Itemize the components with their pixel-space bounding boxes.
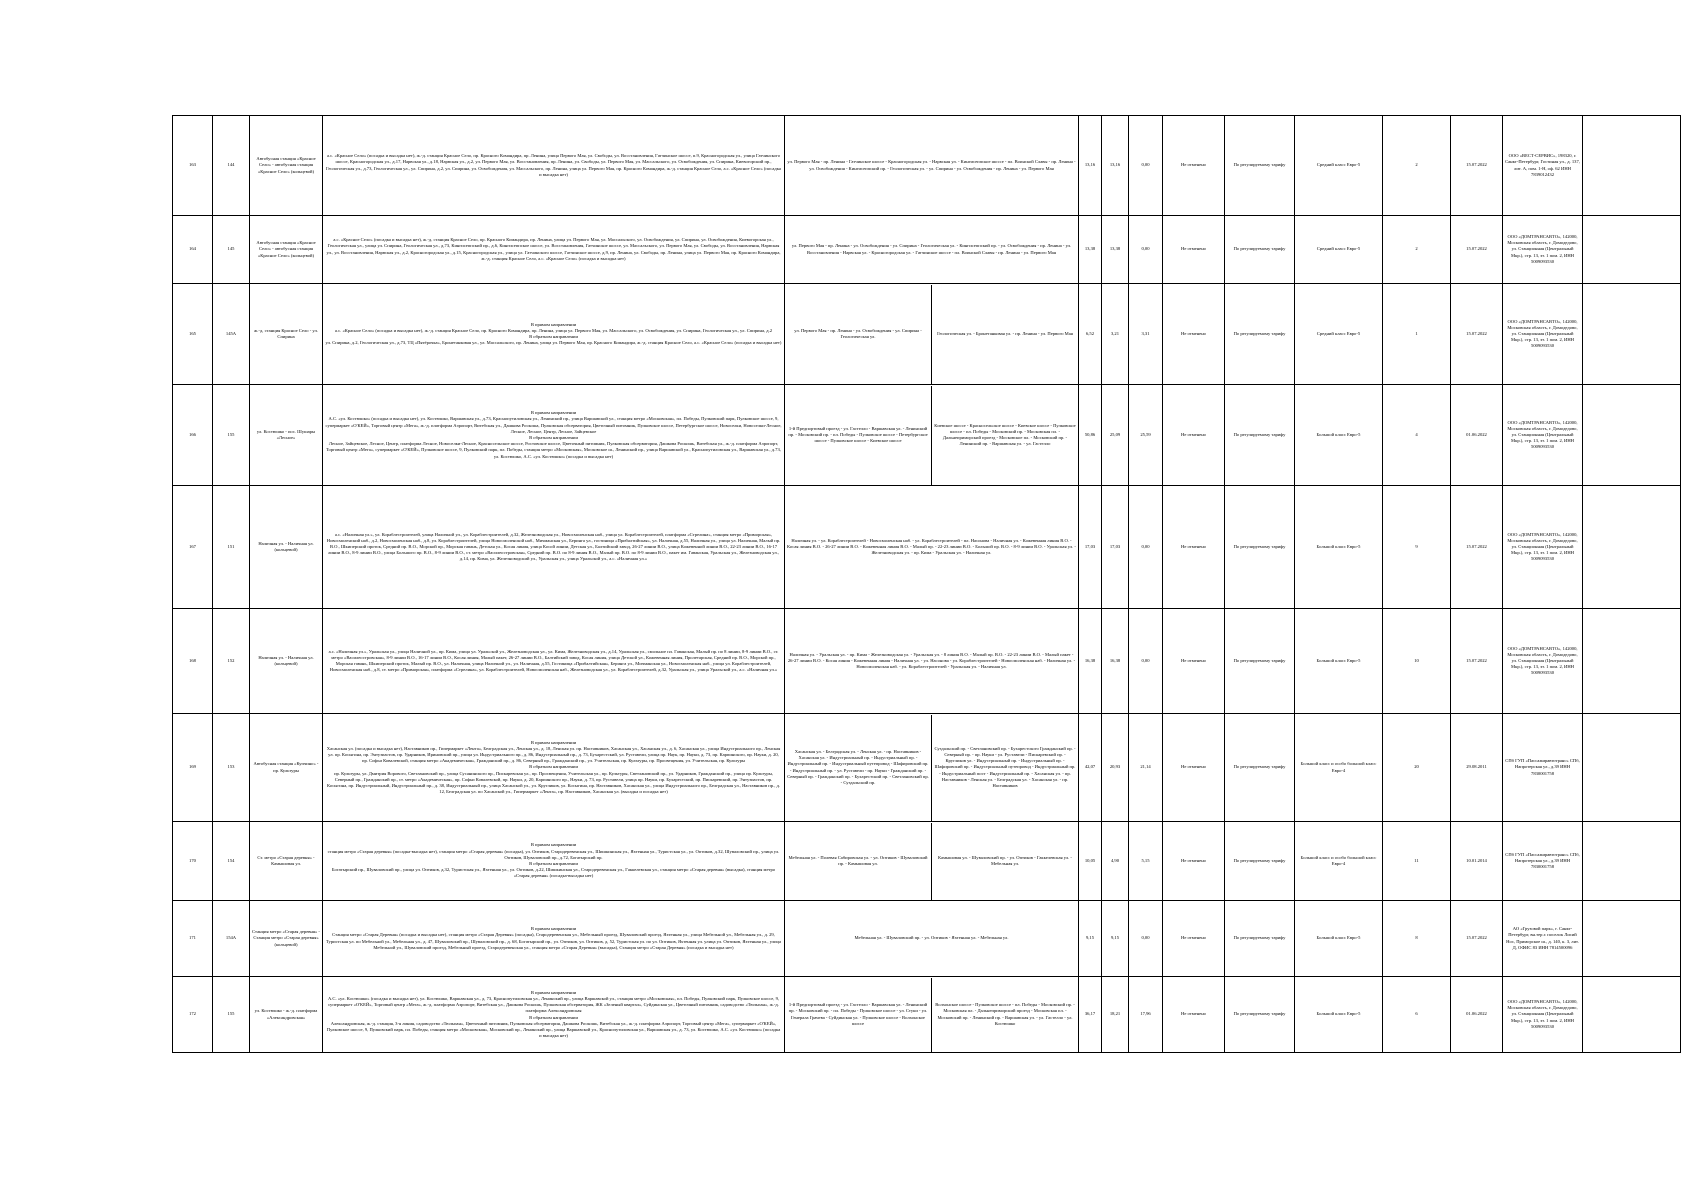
start-date-cell: 10.01.2014: [1451, 822, 1503, 901]
vehicle-class-cell: Средний класс Евро-5: [1295, 116, 1383, 216]
direction-forward-heading: В прямом направлении: [530, 410, 577, 416]
streets-text: Мебельная ул. - Шуваловский пр. - ул. Оптиков - Яхтенная ул. - Мебельная ул.: [854, 935, 1009, 941]
length-total-cell: 13,38: [1079, 216, 1102, 284]
streets-cell: [785, 609, 1079, 714]
stops-cell: а.с. «Красное Село» (посадка и высадка нет), ж.-д. станция Красное Село, пр. Красного Командира, пр. Ленина, улица ул. Первого Мая, ул. Массальского, ул. Освобождения, ул. Спирина, ул. Освобождения, Киевогорская ул., Геологическая ул., улица ул. Спирина, Геологическая ул., д.73, Кингисеппский пр., д.6, Кингисеппское шоссе, ул. Восстановления, Гатчинское шоссе, ул. Массальского, ул. Первого Мая, ул. Свободы, ул. Восстановления, Нарвская ул., ул. Восстановления, Нарвская ул., д.2, Красногородская ул., д.15, Красногородская ул., улица ул. Гатчинского шоссе, Гатчинское шоссе, д.9, пр. Ленина, ул. Свободы, пр. Ленина, улица ул. Первого Мая, пр. Красного Командира, ж.-д. станция Красное Село, а.с. «Красное Село» (посадка и высадка нет): [323, 216, 785, 284]
empty-cell: [1583, 714, 1681, 822]
length-forward-cell: 16,38: [1102, 609, 1129, 714]
vehicle-count-cell: 8: [1383, 901, 1451, 977]
table-row: [173, 486, 1681, 609]
route-name-cell: Автобусная станция «Купчино» - пр. Культуры: [250, 714, 323, 822]
route-number-cell: 153: [213, 714, 250, 822]
stops-cell: [323, 714, 785, 822]
streets-text: ул. Первого Мая - пр. Ленина - ул. Освобождения - ул. Спирина - Геологическая ул. - Кингисеппский пр. - ул. Освобождения - пр. Ленина - ул. Восстановления - Нарвская ул. - Красногородская ул. - Гатчинское шоссе - пл. Воинской Славы - пр. Ленина - ул. Первого Мая: [791, 243, 1072, 255]
stops-cell: [323, 284, 785, 385]
streets-backward: Волхонское шоссе - Пулковское шоссе - пл. Победы - Московский пр. - Московская пл. - Дальнеприморский проезд - Московская пл. - Московский пр. - Ленинский пр. - Варшавская ул. - ул. Гастелло - ул. Костюшко: [931, 978, 1078, 1052]
carrier-cell: ООО «ДОМТРАНСАВТО», 142000, Московская область, г. Домодедово, ул. Станционная (Центральный Мкр.), стр. 13, эт. 1 пом. 2, ИНН 5009093530: [1503, 284, 1583, 385]
route-number-cell: 155: [213, 385, 250, 486]
tariff-cell: По регулируемому тарифу: [1225, 284, 1295, 385]
route-number-cell: 154: [213, 822, 250, 901]
length-forward-cell: 20,93: [1102, 714, 1129, 822]
streets-cell: [785, 216, 1079, 284]
stops-forward: А.С. «ул. Костюшко» (посадка и высадка нет), ул. Костюшко, Варшавская ул., д. 73, Краснопутиловская ул., Ленинский пр., улица Варшавской ул., станция метро «Московская», пл. Победы, Пулковский парк, Пулковское шоссе, 9, супермаркет «О'КЕЙ», Торговый центр «Мега», ж.-д. платформа Аэропорт, Витебская ул., Дашкова Роскошь, Пулковская обсерватория, ЖК «Зеленый квартал», Суйдинская ул., Цветочный питомник, садоводство «Тюльпан», ж.-д. платформа Александровская: [327, 995, 780, 1014]
length-total-cell: 13,16: [1079, 116, 1102, 216]
direction-forward-heading: В прямом направлении: [530, 321, 577, 327]
length-total-cell: 6,52: [1079, 284, 1102, 385]
table-row: [173, 385, 1681, 486]
carrier-cell: ООО «ВЕСТ-СЕРВИС», 198320, г. Санкт-Петербург, Гостиная ул., д. 137, лит. А, пом. 1-Н, оф. 62 ИНН 7839012432: [1503, 116, 1583, 216]
start-date-cell: 15.07.2022: [1451, 216, 1503, 284]
row-number-cell: 166: [173, 385, 213, 486]
table-row: [173, 116, 1681, 216]
start-date-cell: 01.06.2022: [1451, 977, 1503, 1053]
streets-forward: 1-й Предпортовый проезд - ул. Гастелло - Варшавская ул. - Ленинский пр. - Московский пр. - пл. Победы - Пулковское шоссе - Петербургское шоссе - Пулковское шоссе - Киевское шоссе: [788, 425, 928, 444]
direction-backward-heading: В обратном направлении: [529, 861, 578, 866]
stops-backward: Лесное, Зайцевское, Лесное, Центр, платформа Лесное, Новоселки-Лесное, Красносельское шоссе, Ростовское шоссе, Цветочный питомник, Пулковская обсерватория, Дашкова Роскошь, Витебская ул., ж.-д. платформа Аэропорт, Торговый центр «Мега», супермаркет «О'КЕЙ», Пулковское шоссе, 9, Пулковский парк, пл. Победы, станция метро «Московская», Московское ш., Ленинский пр., улица Варшавской ул., Краснопутиловская ул., Варшавская ул., д.73, ул. Костюшко, А.С. «ул. Костюшко» (посадка и высадка нет): [326, 441, 781, 459]
vehicle-class-cell: Средний класс Евро-5: [1295, 216, 1383, 284]
row-number-cell: 169: [173, 714, 213, 822]
route-name-cell: Наличная ул. - Наличная ул. (кольцевой): [250, 486, 323, 609]
tariff-cell: По регулируемому тарифу: [1225, 116, 1295, 216]
length-forward-cell: 4,90: [1102, 822, 1129, 901]
route-number-cell: 144: [213, 116, 250, 216]
streets-cell: [785, 486, 1079, 609]
stops-cell: а.с. «Наличная ул.», Уральская ул., улица Наличной ул., пр. Кима, улица ул. Уральской ул., Железноводская ул., ул. Кима, Железноводская ул., д.14, Уральская ул., смольное пл. Гаванская, Малый пр. по 8 линии, 8-9 линии В.О., ст. метро «Василеостровская», 8-9 линии В.О., 16-17 линии В.О., Косая линия, Малый пакет, 26-27 линии В.О., Балтийский завод, Косая линия, улица Детской ул., Кожевенная линия, Пролетарская, Средний пр. В.О., Морской пр., Морская гавань, Шкиперский проток, Малый пр. В.О., ул. Наличная, улица Наличной ул., ул. Наличная, д.55, Гостиница «Прибалтийская», Беринга ул., Мичманская ул., Новосмоленская наб., улица ул. Кораблестроителей, Новосмоленская наб., д.8, ст. метро «Приморская», платформа «Стрелина», ул. Кораблестроителей, Новосмоленская наб., Железноводская ул., ул. Кораблестроителей, д.32, Уральская ул., улица Уральской ул., а.с. «Наличная ул.»: [323, 609, 785, 714]
stops-forward: А.С. «ул. Костюшко» (посадка и высадка нет), ул. Костюшко, Варшавская ул., д.73, Краснопутиловская ул., Ленинский пр., улица Варшавской ул., станция метро «Московская», пл. Победы, Пулковский парк, Пулковское шоссе, 9, супермаркет «О'КЕЙ», Торговый центр «Мега», ж.-д. платформа Аэропорт, Витебская ул., Дашкова Роскоша, Пулковская обсерватория, Цветочный питомник, Пулковское шоссе, Петербургское шоссе, Новоселки, Новоселки-Лесное, Лесное, Лесное, Центр, Лесное, Зайцевское: [325, 416, 782, 434]
vehicle-count-cell: 2: [1383, 116, 1451, 216]
tariff-cell: По регулируемому тарифу: [1225, 486, 1295, 609]
length-backward-cell: 0,00: [1129, 486, 1163, 609]
length-total-cell: 10,05: [1079, 822, 1102, 901]
length-total-cell: 17,03: [1079, 486, 1102, 609]
length-backward-cell: 25,59: [1129, 385, 1163, 486]
vehicle-class-cell: Большой класс Евро-5: [1295, 977, 1383, 1053]
status-cell: Не отменено: [1163, 822, 1225, 901]
length-backward-cell: 3,31: [1129, 284, 1163, 385]
route-number-cell: 152: [213, 609, 250, 714]
row-number-cell: 164: [173, 216, 213, 284]
vehicle-count-cell: 1: [1383, 284, 1451, 385]
streets-text: Наличная ул. - Уральская ул. - пр. Кима - Железноводская ул. - Уральская ул. - 8 линия В.О. - Малый пр. В.О. - 22-23 линии В.О. - Малый пакет - 26-27 линии В.О. - Косая линия - Кожевенная линия - Наличная ул. - ул. Насонова - ул. Кораблестроителей - Новосмоленская наб. - Наличная ул. - Новосмоленская наб. - ул. Кораблестроителей - Уральская ул. - Наличная ул.: [787, 651, 1076, 670]
vehicle-class-cell: Большой класс Евро-5: [1295, 385, 1383, 486]
route-name-cell: Наличная ул. - Наличная ул. (кольцевой): [250, 609, 323, 714]
vehicle-count-cell: 9: [1383, 486, 1451, 609]
carrier-cell: ООО «ДОМТРАНСАВТО», 142000, Московская область, г. Домодедово, ул. Станционная (Центральный Мкр.), стр. 13, эт. 1 пом. 2, ИНН 5009093530: [1503, 486, 1583, 609]
streets-forward: Хасанская ул. - Белградская ул. - Ленская ул. - пр. Наставников - Хасанская ул. - Индустриальный пр. - Индустриальный пр. - Индустриальный пр. - Индустриальный путепровод - Шафировский пр. - Индустриальный пр. - ул. Руставели - пр. Науки - Гражданский пр. - Северный пр. - Гражданский пр. - Бухарестский пр. - Светлановский пр. - Суздальский пр.: [787, 748, 929, 785]
carrier-cell: ООО «ДОМТРАНСАВТО», 142000, Московская область, г. Домодедово, ул. Станционная (Центральный Мкр.), стр. 13, эт. 1 пом. 2, ИНН 5009093530: [1503, 385, 1583, 486]
row-number-cell: 168: [173, 609, 213, 714]
empty-cell: [1583, 385, 1681, 486]
status-cell: Не отменено: [1163, 284, 1225, 385]
stops-backward: Александровская, ж.-д. станция, 3-я линия, садоводство «Тюльпан», Цветочный питомник, Пулковская обсерватория, Дашкова Роскошь, Витебская ул., ж.-д. платформа Аэропорт, Торговый центр «Мега», супермаркет «О'КЕЙ», Пулковское шоссе, 9, Пулковский парк, пл. Победы, станция метро «Московская», Московский пр., Ленинский пр., улица Варшавской ул., Краснопутиловская ул., Варшавская ул., д. 73, ул. Костюшко, А.С. «ул. Костюшко» (посадка и высадка нет): [326, 1020, 781, 1039]
streets-forward: 1-й Предпортовый проезд - ул. Гастелло - Варшавская ул. - Ленинский пр. - Московский пр. - пл. Победы - Пулковское шоссе - ул. Стуки - ул. Генерала Грачева - Суйдинская ул. - Пулковское шоссе - Волхонское шоссе: [788, 1002, 928, 1026]
vehicle-class-cell: Большой класс и особо большой класс Евро-4: [1295, 714, 1383, 822]
stops-cell: а.с. «Красное Село» (посадка и высадка нет), ж.-д. станция Красное Село, пр. Красного Командира, пр. Ленина, улица Первого Мая, ул. Свободы, ул. Восстановления, Гатчинское шоссе, п.9, Красногородская ул., улица Гатчинского шоссе, Красногородская ул., д.17, Нарвская ул., д.18, Нарвская ул., д.2, ул. Первого Мая, ул. Восстановления, пр. Ленина, ул. Свободы, ул. Первого Мая, ул. Массальского, ул. Освобождения, ул. Спирина, Киевогорский пр., Геологическая ул., д.73, Геологическая ул., ул. Спирина, д.2, ул. Спирина, ул. Освобождения, ул. Массальского, пр. Ленина, улица ул. Первого Мая, пр. Красного Командира, ж.-д. станция Красное Село, а.с. «Красное Село» (посадка и высадка нет): [323, 116, 785, 216]
table-body: [173, 116, 1681, 1053]
vehicle-count-cell: 2: [1383, 216, 1451, 284]
vehicle-class-cell: Большой класс Евро-5: [1295, 486, 1383, 609]
row-number-cell: 167: [173, 486, 213, 609]
status-cell: Не отменено: [1163, 609, 1225, 714]
row-number-cell: 163: [173, 116, 213, 216]
vehicle-class-cell: Большой класс и особо большой класс Евро-4: [1295, 822, 1383, 901]
tariff-cell: По регулируемому тарифу: [1225, 901, 1295, 977]
vehicle-count-cell: 6: [1383, 977, 1451, 1053]
direction-backward-heading: В обратном направлении: [529, 435, 578, 440]
row-number-cell: 165: [173, 284, 213, 385]
direction-backward-heading: В обратном направлении: [529, 1014, 578, 1020]
streets-backward: Геологическая ул. - Бронетанковая ул. - пр. Ленина - ул. Первого Мая: [931, 285, 1078, 384]
streets-cell: [785, 284, 1079, 385]
streets-backward: Камышовая ул. - Шуваловский пр. - ул. Оптиков - Гаккелевская ул. - Мебельная ул.: [931, 823, 1078, 900]
table-row: [173, 609, 1681, 714]
empty-cell: [1583, 901, 1681, 977]
status-cell: Не отменено: [1163, 385, 1225, 486]
table-row: [173, 284, 1681, 385]
status-cell: Не отменено: [1163, 486, 1225, 609]
status-cell: Не отменено: [1163, 901, 1225, 977]
vehicle-count-cell: 20: [1383, 714, 1451, 822]
empty-cell: [1583, 609, 1681, 714]
length-backward-cell: 0,00: [1129, 116, 1163, 216]
empty-cell: [1583, 977, 1681, 1053]
length-backward-cell: 0,00: [1129, 216, 1163, 284]
length-backward-cell: 0,00: [1129, 901, 1163, 977]
carrier-cell: СПб ГУП «Пассажиравтотранс» СПб, Напротерская ул., д.39 ИНН 7830001758: [1503, 822, 1583, 901]
vehicle-class-cell: Средний класс Евро-5: [1295, 284, 1383, 385]
length-total-cell: 16,38: [1079, 609, 1102, 714]
status-cell: Не отменено: [1163, 977, 1225, 1053]
stops-forward: станция метро «Старая деревня» (посадка-высадка нет), станция метро «Старая деревня» (посадка), ул. Оптиков, Стародеревенская ул., Шишкинская ул., Яхтенная ул., Туристская ул., ул. Оптиков, д.32, Шуваловский пр., улица ул. Оптиков, Шуваловский пр., д.72, Богатырский пр.: [327, 848, 780, 860]
status-cell: Не отменено: [1163, 714, 1225, 822]
direction-forward-heading: В прямом направлении: [530, 739, 577, 745]
length-total-cell: 9,15: [1079, 901, 1102, 977]
streets-text: Наличная ул. - ул. Кораблестроителей - Новосмоленская наб. - ул. Кораблестроителей - пл. Насонова - Наличная ул. - Кожевенная линия В.О. - Косая линия В.О. - 26-27 линии В.О. - Кожевенная линия В.О. - Малый пр. - 22-23 линии В.О. - Большой пр. В.О. - 8-9 линии В.О. - Уральская ул. - Железноводская ул. - пр. Кима - Уральская ул. - Наличная ул.: [787, 537, 1076, 556]
stops-cell: а.с. «Наличная ул.», ул. Кораблестроителей, улица Наличной ул., ул. Кораблестроителей, д.32, Железноводская ул., Новосмоленская наб., улица ул. Кораблестроителей, платформа «Стрелина», станция метро «Приморская», Новосмоленский наб., д.2, Новосмоленская наб., д.8, ул. Кораблестроителей, улица Новосмоленской наб., Мичманская ул., Беринга ул., гостиница «Прибалтийская», ул. Наличная, д.55, Наличная ул., улица ул. Наличная, Малый пр. В.О., Шкиперский проток, Средний пр. В.О., Морской пр., Морская гавань, Детская ул., Косая линия, улица Косой линии, Детская ул., Балтийский завод, 26-27 линии В.О., улица Кожевенной линии В.О., 22-23 линии В.О., 16-17 линии В.О., 8-9 линии В.О., улица Большого пр. В.О., 8-9 линии В.О., ст. метро «Василеостровская», Средний пр. В.О. по 8-9 линия В.О., Малый пр. В.О. по 8-9 линии В.О., пакет им. Гаванская, Уральская ул., Железноводская ул., д.14, пр. Кима, ул. Железноводский ул., Уральская ул., улица Уральской ул., а.с. «Наличная ул.»: [323, 486, 785, 609]
streets-cell: [785, 714, 1079, 822]
stops-cell: [323, 977, 785, 1053]
route-name-cell: Станция метро «Старая деревня» - Станция метро «Старая деревня» (кольцевой): [250, 901, 323, 977]
table-row: [173, 822, 1681, 901]
route-number-cell: 151: [213, 486, 250, 609]
empty-cell: [1583, 216, 1681, 284]
start-date-cell: 15.07.2022: [1451, 609, 1503, 714]
stops-forward: а.с. «Красное Село» (посадка и высадка нет), ж.-д. станция Красное Село, пр. Красного Командира, пр. Ленина, улица ул. Первого Мая, ул. Массальского, ул. Освобождения, ул. Спирина, Геологическая ул., ул. Спирина, д.2: [334, 327, 773, 333]
route-name-cell: ж.-д. станция Красное Село - ул. Спирина: [250, 284, 323, 385]
streets-cell: [785, 977, 1079, 1053]
empty-cell: [1583, 116, 1681, 216]
carrier-cell: ООО «ДОМТРАНСАВТО», 142000, Московская область, г. Домодедово, ул. Станционная (Центральный Мкр.), стр. 13, эт. 1 пом. 2, ИНН 5009093530: [1503, 216, 1583, 284]
length-forward-cell: 9,15: [1102, 901, 1129, 977]
stops-backward: ул. Спирина, д.2, Геологическая ул., д.73, ТЦ «Пятёрочка», Бронетанковая ул., ул. Массальского, пр. Ленина, улица ул. Первого Мая, пр. Красного Командира, ж.-д. станция Красное Село, а.с. «Красное Село» (посадка и высадка нет): [325, 340, 782, 346]
stops-backward: Богатырский пр., Шуваловский пр., улица ул. Оптиков, д.32, Туристская ул., Яхтенная ул., ул. Оптиков, д.22, Шишкинская ул., Стародеревенская ул., Гаккелевская ул., станция метро «Старая деревня» (высадка), станция метро «Старая деревня» (посадка-высадка нет): [331, 867, 776, 879]
empty-cell: [1583, 284, 1681, 385]
table-row: [173, 977, 1681, 1053]
tariff-cell: По регулируемому тарифу: [1225, 385, 1295, 486]
length-total-cell: 36,17: [1079, 977, 1102, 1053]
row-number-cell: 170: [173, 822, 213, 901]
tariff-cell: По регулируемому тарифу: [1225, 977, 1295, 1053]
length-backward-cell: 0,00: [1129, 609, 1163, 714]
table-row: [173, 901, 1681, 977]
stops-cell: [323, 385, 785, 486]
direction-forward-heading: В прямом направлении: [530, 842, 577, 848]
length-forward-cell: 17,03: [1102, 486, 1129, 609]
streets-text: ул. Первого Мая - пр. Ленина - Гатчинское шоссе - Красногородская ул. - Нарвская ул. - Кингисеппское шоссе - пл. Воинской Славы - пр. Ленина - ул. Освобождения - Кингисеппский пр. - Геологическая ул. - ул. Спирина - ул. Освобождения - пр. Ленина - ул. Первого Мая: [787, 159, 1076, 171]
length-forward-cell: 18,21: [1102, 977, 1129, 1053]
streets-cell: [785, 822, 1079, 901]
direction-backward-heading: В обратном направлении: [529, 764, 578, 770]
length-backward-cell: 21,14: [1129, 714, 1163, 822]
carrier-cell: АО «Грузовой парк», г. Санкт-Петербург, вн.тер.г. поселок Лисий Нос, Приморское ш., д. 140, к. 3, лит. Д, ОФИС 83 ИНН 7814500096: [1503, 901, 1583, 977]
route-name-cell: Автобусная станция «Красное Село» - автобусная станция «Красное Село» (кольцевой): [250, 116, 323, 216]
direction-forward-heading: В прямом направлении: [530, 989, 577, 995]
table-row: [173, 714, 1681, 822]
stops-forward: Станция метро «Старая Деревня» (посадка и высадка нет), станция метро «Старая Деревня» (посадка), Стародеревенская ул., Мебельный проезд, Шуваловский проезд, Яхтенная ул., улица Мебельной ул., Мебельная ул., д. 29, Туристская ул. по Мебельной ул., Мебельная ул., д. 47, Шуваловский пр., Шуваловский пр., д. 68, Богатырский пр., ул. Оптиков, ул. Оптиков, д. 52, Туристская ул. по ул. Оптиков, Яхтенная ул. улица ул. Оптиков, Яхтенная ул., улица Мебельной ул., Шуваловский проезд, Мебельный проезд, Стародеревенская ул., станция метро «Старая Деревня» (высадка), Станция метро «Старая Деревня» (посадка и высадка нет): [325, 932, 782, 950]
start-date-cell: 15.07.2022: [1451, 901, 1503, 977]
route-number-cell: 145: [213, 216, 250, 284]
streets-backward: Суздальский пр. - Светлановский пр. - Бухарестского Гражданский пр. - Северный пр. - пр. Науки - ул. Руставели - Пискаревский пр. - Кругликов ул. - Индустриальный пр. - Индустриальный пр. - Шафировский пр. - Индустриальный путепровод - Индустриальный пр. - Индустриальный пост - Индустриальный пр. - Хасанская ул. - пр. Наставников - Ленская ул. - Белградская ул. - Хасанская ул. - пр. Наставников: [931, 715, 1078, 821]
route-name-cell: ул. Костюшко - пос. Шушары «Лесное»: [250, 385, 323, 486]
vehicle-count-cell: 11: [1383, 822, 1451, 901]
start-date-cell: 15.07.2022: [1451, 486, 1503, 609]
direction-forward-heading: В прямом направлении: [530, 926, 577, 932]
route-name-cell: Ст. метро «Старая деревня» - Камышовая ул.: [250, 822, 323, 901]
streets-backward: Киевское шоссе - Красносельское шоссе - Киевское шоссе - Пулковское шоссе - пл. Победы - Московский пр. - Московская пл. - Дальнеприморский проезд - Московское пл. - Московский пр. - Ленинский пр. - Варшавская ул. - ул. Гастелло: [931, 386, 1078, 485]
status-cell: Не отменено: [1163, 216, 1225, 284]
tariff-cell: По регулируемому тарифу: [1225, 609, 1295, 714]
length-total-cell: 42,07: [1079, 714, 1102, 822]
table-row: [173, 216, 1681, 284]
stops-forward: Хасанская ул. (посадка и высадка нет), Наставников пр., Гипермаркет «Лента», Белградская ул., Ленская ул., д. 18, Ленская ул. пр. Наставников, Хасанская ул., Хасанская ул., д. 6, Хасанская ул., улица Индустриального пр., Ленская ул. пр. Косыгина, пр. Энтузиастов, пр. Ударников, Ириновский пр., улица ул. Индустриального пр., д. 86, Индустриальный пр., д. 73, Бухарестский, ул. Руставели, улица пр. Наук, пр. Науки, д. 73, пр. Карпинского, пр. Науки, д. 20, пр. Софьи Ковалевской, станция метро «Академическая», Гражданский пр., д. 86, Северный пр., Гражданский пр., ул. Учительская, пр. Культуры, пр. Просвещения, ул. Учительская, пр. Культуры: [326, 745, 781, 764]
carrier-cell: ООО «ДОМТРАНСАВТО», 142000, Московская область, г. Домодедово, ул. Станционная (Центральный Мкр.), стр. 13, эт. 1 пом. 2, ИНН 5009093530: [1503, 977, 1583, 1053]
start-date-cell: 01.06.2022: [1451, 385, 1503, 486]
streets-cell: [785, 116, 1079, 216]
stops-backward: пр. Культуры, ул. Дмитрия Ворового, Светлановский пр., улица Сусанинского пр., Пискаревская ул., пр. Просвещения, Учительская ул., пр. Культуры, Светлановский пр., ул. Ударников, Гражданский пр., улица пр. Культуры, Северный пр., Гражданский пр., ст. метро «Академическая», пр. Софьи Ковалевской, пр. Науки, д. 20, Карпинского пр., Науки, д. 73, пр. Руставели, улица пр. Науки, пр. Бухарестский, пр. Пискаревский, пр. Энтузиастов, пр. Косыгина, пр. Индустриальный, Индустриальный пр., д. 38, Индустриальный пр., улица Хасанской ул., ул. Кругликов, ул. Косыгина, пр. Наставников, Хасанская ул., улица Индустриального пр., Белградская ул., Наставников пр., д. 12, Белградская ул. по Хасанской ул., Гипермаркет «Лента», пр. Наставников, Хасанская ул. (высадка и посадка нет): [327, 770, 780, 795]
direction-backward-heading: В обратном направлении: [529, 334, 578, 339]
carrier-cell: СПб ГУП «Пассажиравтотранс» СПб, Напротерская ул., д.39 ИНН 7830001758: [1503, 714, 1583, 822]
stops-cell: [323, 822, 785, 901]
length-backward-cell: 17,96: [1129, 977, 1163, 1053]
stops-cell: [323, 901, 785, 977]
streets-cell: [785, 901, 1079, 977]
vehicle-class-cell: Большой класс Евро-5: [1295, 901, 1383, 977]
streets-cell: [785, 385, 1079, 486]
start-date-cell: 15.07.2022: [1451, 116, 1503, 216]
route-name-cell: ул. Костюшко - ж.-д. платформа «Александровская»: [250, 977, 323, 1053]
empty-cell: [1583, 486, 1681, 609]
carrier-cell: ООО «ДОМТРАНСАВТО», 142000, Московская область, г. Домодедово, ул. Станционная (Центральный Мкр.), стр. 13, эт. 1 пом. 2, ИНН 5009093530: [1503, 609, 1583, 714]
routes-table: [172, 115, 1681, 1053]
length-total-cell: 50,86: [1079, 385, 1102, 486]
length-forward-cell: 13,16: [1102, 116, 1129, 216]
row-number-cell: 172: [173, 977, 213, 1053]
empty-cell: [1583, 822, 1681, 901]
route-number-cell: 155: [213, 977, 250, 1053]
length-forward-cell: 25,09: [1102, 385, 1129, 486]
length-forward-cell: 13,38: [1102, 216, 1129, 284]
row-number-cell: 171: [173, 901, 213, 977]
tariff-cell: По регулируемому тарифу: [1225, 822, 1295, 901]
start-date-cell: 29.08.2011: [1451, 714, 1503, 822]
streets-forward: Мебельная ул. - Полевая Сабировская ул. - ул. Оптиков - Шуваловский пр. - Камышовая ул.: [788, 854, 928, 866]
route-name-cell: Автобусная станция «Красное Село» - автобусная станция «Красное Село» (кольцевой): [250, 216, 323, 284]
route-number-cell: 145А: [213, 284, 250, 385]
vehicle-class-cell: Большой класс Евро-5: [1295, 609, 1383, 714]
status-cell: Не отменено: [1163, 116, 1225, 216]
tariff-cell: По регулируемому тарифу: [1225, 216, 1295, 284]
route-number-cell: 154А: [213, 901, 250, 977]
streets-forward: ул. Первого Мая - пр. Ленина - ул. Освобождения - ул. Спирина - Геологическая ул.: [794, 327, 922, 339]
start-date-cell: 15.07.2022: [1451, 284, 1503, 385]
vehicle-count-cell: 4: [1383, 385, 1451, 486]
vehicle-count-cell: 10: [1383, 609, 1451, 714]
length-forward-cell: 3,21: [1102, 284, 1129, 385]
tariff-cell: По регулируемому тарифу: [1225, 714, 1295, 822]
length-backward-cell: 5,15: [1129, 822, 1163, 901]
